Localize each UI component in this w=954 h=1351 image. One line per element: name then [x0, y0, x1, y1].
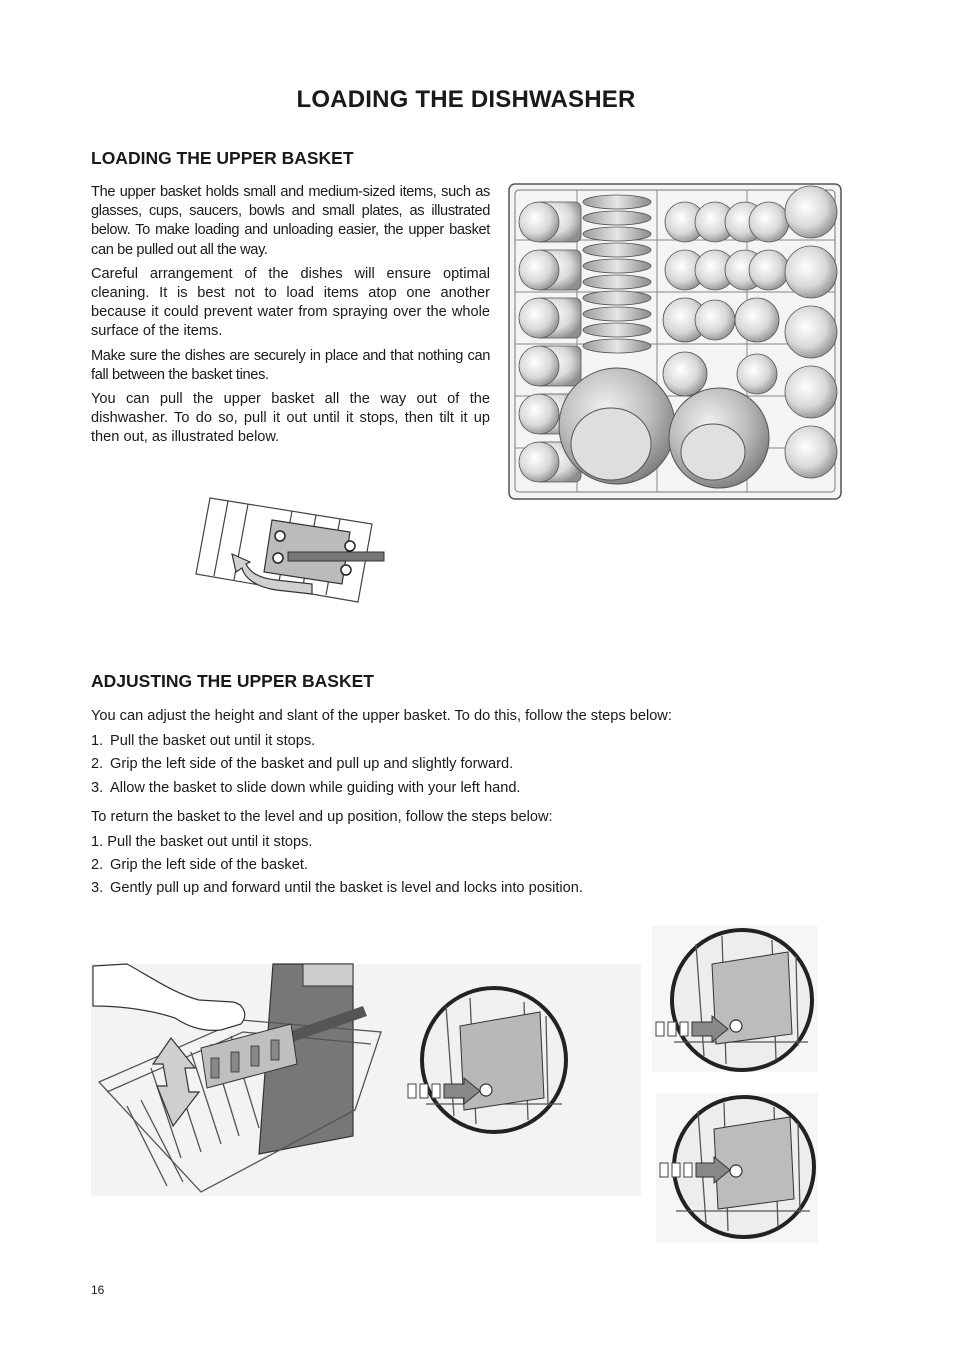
return-intro: To return the basket to the level and up position, follow the steps below: — [91, 808, 553, 825]
section-heading-adjusting: ADJUSTING THE UPPER BASKET — [91, 671, 374, 691]
lock-detail-zoom-lower — [656, 1093, 818, 1243]
step-number: 3. — [91, 880, 104, 897]
loading-text-block — [91, 183, 490, 448]
step-text: Gently pull up and forward until the basket is level and locks into position. — [110, 880, 583, 897]
adjusting-text-block — [91, 707, 851, 899]
list-item — [91, 779, 851, 798]
step-number: 3. — [91, 779, 104, 796]
list-item — [91, 732, 851, 751]
paragraph: You can pull the upper basket all the way out of the dishwasher. To do so, pull it out until it stops, then tilt it up then out, as illustrated below. — [91, 391, 490, 446]
lock-detail-zoom-center — [406, 986, 570, 1136]
step-text: Allow the basket to slide down while guiding with your left hand. — [110, 779, 521, 796]
page-number: 16 — [91, 1283, 105, 1297]
step-number: 1. — [91, 834, 104, 851]
step-text: Grip the left side of the basket and pull up and slightly forward. — [110, 756, 514, 773]
step-number: 2. — [91, 857, 104, 874]
page-title: LOADING THE DISHWASHER — [296, 86, 636, 113]
list-item — [91, 856, 851, 875]
step-text: Pull the basket out until it stops. — [110, 733, 316, 750]
step-text: Pull the basket out until it stops. — [107, 834, 313, 851]
paragraph: Make sure the dishes are securely in place and that nothing can fall between the basket tines. — [91, 347, 490, 383]
list-item — [91, 833, 851, 852]
step-number: 1. — [91, 733, 104, 750]
list-item — [91, 755, 851, 774]
basket-tilt-out-illustration — [192, 494, 388, 606]
section-heading-loading: LOADING THE UPPER BASKET — [91, 148, 354, 168]
paragraph: The upper basket holds small and medium-sized items, such as glasses, cups, saucers, bowls and small plates, as illustrated below. To make loading and unloading easier, the upper basket can be pulled out all the way. — [91, 184, 490, 258]
list-item — [91, 879, 851, 898]
loaded-basket-illustration — [507, 180, 843, 502]
lock-detail-zoom-upper — [652, 926, 818, 1072]
paragraph: Careful arrangement of the dishes will ensure optimal cleaning. It is best not to load items atop one another because it could prevent water from spraying over the whole surface of the items. — [91, 265, 490, 340]
adjusting-intro: You can adjust the height and slant of the upper basket. To do this, follow the steps below: — [91, 708, 672, 724]
step-number: 2. — [91, 756, 104, 773]
step-text: Grip the left side of the basket. — [110, 857, 308, 874]
